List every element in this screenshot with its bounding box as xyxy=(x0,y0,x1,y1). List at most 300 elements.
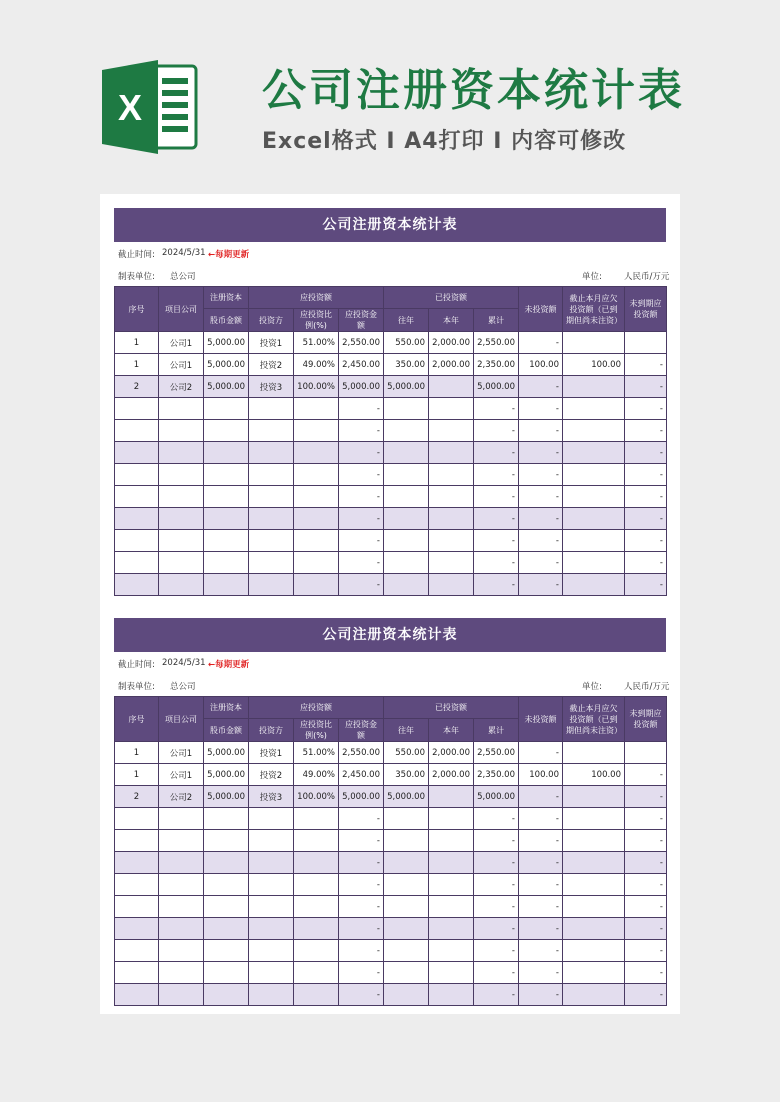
table-cell[interactable]: 5,000.00 xyxy=(339,376,384,398)
table-cell[interactable]: - xyxy=(625,420,667,442)
table-cell[interactable] xyxy=(294,896,339,918)
table-cell[interactable] xyxy=(115,464,159,486)
table-cell[interactable]: - xyxy=(625,398,667,420)
table-cell[interactable]: - xyxy=(474,962,519,984)
table-cell[interactable] xyxy=(249,940,294,962)
table-cell[interactable]: - xyxy=(519,464,563,486)
table-cell[interactable]: 投资3 xyxy=(249,786,294,808)
table-cell[interactable]: - xyxy=(625,530,667,552)
table-cell[interactable]: - xyxy=(339,808,384,830)
table-cell[interactable]: 550.00 xyxy=(384,742,429,764)
table-cell[interactable] xyxy=(204,420,249,442)
table-cell[interactable] xyxy=(159,508,204,530)
table-row xyxy=(115,464,667,486)
table-cell[interactable]: - xyxy=(625,764,667,786)
table-cell[interactable] xyxy=(204,918,249,940)
table-cell[interactable] xyxy=(159,918,204,940)
table-cell[interactable]: - xyxy=(519,962,563,984)
table-cell[interactable] xyxy=(429,984,474,1006)
table-cell[interactable] xyxy=(563,962,625,984)
table-cell[interactable]: 2,350.00 xyxy=(474,764,519,786)
table-cell[interactable]: - xyxy=(625,830,667,852)
table-cell[interactable]: - xyxy=(625,984,667,1006)
table-cell[interactable] xyxy=(115,940,159,962)
table-cell[interactable]: 550.00 xyxy=(384,332,429,354)
table-cell[interactable] xyxy=(563,918,625,940)
table-cell[interactable] xyxy=(429,508,474,530)
table-cell[interactable]: - xyxy=(474,852,519,874)
table-cell[interactable] xyxy=(204,940,249,962)
table-cell[interactable]: 投资2 xyxy=(249,354,294,376)
table-cell[interactable]: 5,000.00 xyxy=(384,786,429,808)
table-cell[interactable] xyxy=(204,808,249,830)
table-cell[interactable]: - xyxy=(474,984,519,1006)
table-cell[interactable] xyxy=(294,398,339,420)
table-cell[interactable]: - xyxy=(339,508,384,530)
table-cell[interactable] xyxy=(563,552,625,574)
table-cell[interactable]: 2,550.00 xyxy=(339,332,384,354)
table-cell[interactable]: - xyxy=(519,940,563,962)
table-cell[interactable]: - xyxy=(339,874,384,896)
table-cell[interactable] xyxy=(384,574,429,596)
table-cell[interactable]: 100.00 xyxy=(519,764,563,786)
table-cell[interactable]: 1 xyxy=(115,332,159,354)
table-cell[interactable]: - xyxy=(339,852,384,874)
table-cell[interactable] xyxy=(384,874,429,896)
table-cell[interactable] xyxy=(429,376,474,398)
table-cell[interactable]: 2,350.00 xyxy=(474,354,519,376)
table-cell[interactable]: - xyxy=(339,530,384,552)
table-cell[interactable]: 公司1 xyxy=(159,742,204,764)
table-cell[interactable] xyxy=(204,464,249,486)
table-cell[interactable]: - xyxy=(474,808,519,830)
table-cell[interactable] xyxy=(384,420,429,442)
table-cell[interactable]: - xyxy=(519,918,563,940)
table-cell[interactable]: - xyxy=(519,552,563,574)
table-cell[interactable]: 1 xyxy=(115,764,159,786)
table-cell[interactable] xyxy=(159,962,204,984)
table-cell[interactable]: 5,000.00 xyxy=(474,376,519,398)
table-cell[interactable] xyxy=(384,552,429,574)
table-cell[interactable]: - xyxy=(474,552,519,574)
table-row xyxy=(115,552,667,574)
header-ratio: 应投资比例(%) xyxy=(294,719,339,742)
meta-row-unit xyxy=(114,264,670,286)
table-cell[interactable] xyxy=(204,874,249,896)
table-cell[interactable] xyxy=(249,918,294,940)
table-cell[interactable]: - xyxy=(625,574,667,596)
table-cell[interactable]: 投资2 xyxy=(249,764,294,786)
table-cell[interactable] xyxy=(294,530,339,552)
table-cell[interactable] xyxy=(384,852,429,874)
table-cell[interactable] xyxy=(384,918,429,940)
table-cell[interactable] xyxy=(115,508,159,530)
table-cell[interactable] xyxy=(249,962,294,984)
table-cell[interactable] xyxy=(204,530,249,552)
table-cell[interactable]: - xyxy=(519,874,563,896)
table-cell[interactable] xyxy=(159,552,204,574)
table-cell[interactable] xyxy=(384,508,429,530)
table-cell[interactable] xyxy=(384,830,429,852)
table-cell[interactable]: - xyxy=(474,420,519,442)
table-cell[interactable]: - xyxy=(625,552,667,574)
table-cell[interactable]: - xyxy=(625,874,667,896)
table-cell[interactable]: - xyxy=(474,530,519,552)
table-cell[interactable]: 5,000.00 xyxy=(204,764,249,786)
table-cell[interactable] xyxy=(115,852,159,874)
table-cell[interactable] xyxy=(159,808,204,830)
table-cell[interactable] xyxy=(429,552,474,574)
table-cell[interactable]: - xyxy=(519,530,563,552)
table-cell[interactable]: 350.00 xyxy=(384,764,429,786)
table-cell[interactable] xyxy=(159,852,204,874)
table-cell[interactable]: - xyxy=(474,508,519,530)
table-cell[interactable]: 2,000.00 xyxy=(429,354,474,376)
table-cell[interactable]: 2 xyxy=(115,786,159,808)
table-cell[interactable]: 49.00% xyxy=(294,764,339,786)
table-cell[interactable] xyxy=(625,742,667,764)
table-cell[interactable]: - xyxy=(339,962,384,984)
table-cell[interactable] xyxy=(115,442,159,464)
table-cell[interactable] xyxy=(429,464,474,486)
table-cell[interactable] xyxy=(294,962,339,984)
table-cell[interactable] xyxy=(384,962,429,984)
table-cell[interactable]: 5,000.00 xyxy=(204,786,249,808)
table-cell[interactable]: - xyxy=(474,442,519,464)
table-cell[interactable]: - xyxy=(339,420,384,442)
table-cell[interactable] xyxy=(249,398,294,420)
table-cell[interactable] xyxy=(294,574,339,596)
table-cell[interactable] xyxy=(159,830,204,852)
table-cell[interactable] xyxy=(563,508,625,530)
table-cell[interactable]: - xyxy=(339,398,384,420)
table-cell[interactable]: 100.00 xyxy=(563,764,625,786)
table-cell[interactable] xyxy=(159,874,204,896)
table-cell[interactable]: - xyxy=(339,940,384,962)
table-cell[interactable] xyxy=(563,984,625,1006)
table-cell[interactable]: - xyxy=(339,918,384,940)
table-cell[interactable] xyxy=(115,420,159,442)
table-cell[interactable]: 2 xyxy=(115,376,159,398)
table-cell[interactable]: 5,000.00 xyxy=(204,354,249,376)
table-title: 公司注册资本统计表 xyxy=(114,208,666,242)
table-cell[interactable]: 1 xyxy=(115,354,159,376)
table-cell[interactable]: - xyxy=(625,376,667,398)
table-cell[interactable] xyxy=(563,442,625,464)
table-cell[interactable]: - xyxy=(625,442,667,464)
table-cell[interactable]: 5,000.00 xyxy=(474,786,519,808)
table-cell[interactable] xyxy=(563,742,625,764)
table-cell[interactable] xyxy=(204,398,249,420)
table-cell[interactable] xyxy=(204,574,249,596)
table-cell[interactable] xyxy=(204,830,249,852)
table-cell[interactable] xyxy=(294,442,339,464)
table-cell[interactable]: 100.00% xyxy=(294,786,339,808)
table-cell[interactable]: - xyxy=(519,574,563,596)
table-cell[interactable]: 2,550.00 xyxy=(474,332,519,354)
table-cell[interactable]: - xyxy=(519,376,563,398)
table-cell[interactable]: 5,000.00 xyxy=(204,332,249,354)
table-cell[interactable] xyxy=(115,530,159,552)
table-cell[interactable] xyxy=(384,984,429,1006)
table-cell[interactable]: - xyxy=(339,984,384,1006)
table-cell[interactable]: - xyxy=(625,808,667,830)
table-cell[interactable] xyxy=(204,442,249,464)
table-cell[interactable] xyxy=(159,486,204,508)
header-invest: 应投资额 xyxy=(249,287,384,309)
header-prev-year: 往年 xyxy=(384,309,429,332)
table-cell[interactable] xyxy=(294,940,339,962)
table-cell[interactable]: 投资1 xyxy=(249,332,294,354)
table-cell[interactable]: - xyxy=(519,896,563,918)
table-cell[interactable] xyxy=(563,808,625,830)
table-cell[interactable] xyxy=(384,940,429,962)
table-cell[interactable] xyxy=(115,896,159,918)
table-cell[interactable]: 2,000.00 xyxy=(429,742,474,764)
table-cell[interactable]: - xyxy=(625,918,667,940)
table-cell[interactable] xyxy=(563,464,625,486)
table-cell[interactable]: 2,550.00 xyxy=(339,742,384,764)
table-cell[interactable]: 5,000.00 xyxy=(204,376,249,398)
table-cell[interactable] xyxy=(249,442,294,464)
table-cell[interactable]: 5,000.00 xyxy=(384,376,429,398)
table-cell[interactable] xyxy=(429,398,474,420)
table-cell[interactable]: - xyxy=(519,786,563,808)
table-cell[interactable]: - xyxy=(474,940,519,962)
meta-row-date xyxy=(114,242,666,264)
table-cell[interactable]: 公司1 xyxy=(159,354,204,376)
table-cell[interactable] xyxy=(625,332,667,354)
table-cell[interactable]: 2,550.00 xyxy=(474,742,519,764)
table-cell[interactable]: - xyxy=(474,574,519,596)
table-cell[interactable]: - xyxy=(339,442,384,464)
table-cell[interactable]: 1 xyxy=(115,742,159,764)
table-cell[interactable]: 100.00 xyxy=(563,354,625,376)
table-row xyxy=(115,742,667,764)
table-cell[interactable] xyxy=(115,918,159,940)
table-cell[interactable]: 2,000.00 xyxy=(429,764,474,786)
table-cell[interactable] xyxy=(429,896,474,918)
table-cell[interactable] xyxy=(294,508,339,530)
table-cell[interactable] xyxy=(384,486,429,508)
table-cell[interactable] xyxy=(204,552,249,574)
table-cell[interactable] xyxy=(294,552,339,574)
table-cell[interactable] xyxy=(429,442,474,464)
table-row xyxy=(115,420,667,442)
table-cell[interactable] xyxy=(384,442,429,464)
table-cell[interactable]: - xyxy=(474,918,519,940)
table-cell[interactable]: - xyxy=(339,464,384,486)
table-cell[interactable] xyxy=(294,464,339,486)
table-cell[interactable] xyxy=(249,830,294,852)
table-cell[interactable] xyxy=(429,808,474,830)
table-cell[interactable]: 51.00% xyxy=(294,332,339,354)
table-cell[interactable] xyxy=(429,786,474,808)
table-cell[interactable] xyxy=(249,420,294,442)
table-cell[interactable] xyxy=(249,464,294,486)
table-cell[interactable] xyxy=(384,530,429,552)
table-cell[interactable]: 公司1 xyxy=(159,764,204,786)
table-cell[interactable] xyxy=(249,530,294,552)
table-cell[interactable] xyxy=(563,486,625,508)
table-cell[interactable] xyxy=(159,984,204,1006)
table-cell[interactable]: 公司2 xyxy=(159,786,204,808)
table-cell[interactable]: 5,000.00 xyxy=(204,742,249,764)
table-cell[interactable] xyxy=(115,830,159,852)
table-cell[interactable] xyxy=(249,808,294,830)
table-cell[interactable] xyxy=(429,918,474,940)
table-cell[interactable] xyxy=(563,830,625,852)
table-cell[interactable] xyxy=(294,874,339,896)
table-cell[interactable] xyxy=(563,786,625,808)
table-cell[interactable] xyxy=(563,940,625,962)
table-row xyxy=(115,940,667,962)
table-cell[interactable] xyxy=(294,830,339,852)
table-cell[interactable]: - xyxy=(474,896,519,918)
table-cell[interactable]: - xyxy=(519,808,563,830)
table-cell[interactable]: - xyxy=(519,420,563,442)
table-cell[interactable] xyxy=(429,530,474,552)
table-cell[interactable]: - xyxy=(474,398,519,420)
table-cell[interactable]: 51.00% xyxy=(294,742,339,764)
table-cell[interactable]: - xyxy=(474,486,519,508)
table-cell[interactable] xyxy=(563,874,625,896)
table-cell[interactable] xyxy=(563,332,625,354)
table-cell[interactable]: 5,000.00 xyxy=(339,786,384,808)
table-cell[interactable] xyxy=(249,874,294,896)
table-cell[interactable] xyxy=(204,984,249,1006)
table-cell[interactable] xyxy=(249,552,294,574)
table-cell[interactable]: 2,450.00 xyxy=(339,764,384,786)
table-cell[interactable]: - xyxy=(474,464,519,486)
table-cell[interactable]: - xyxy=(339,830,384,852)
table-cell[interactable]: - xyxy=(474,874,519,896)
table-cell[interactable] xyxy=(294,808,339,830)
table-cell[interactable] xyxy=(115,552,159,574)
table-cell[interactable] xyxy=(249,984,294,1006)
table-cell[interactable] xyxy=(115,962,159,984)
table-cell[interactable] xyxy=(384,808,429,830)
table-cell[interactable]: 100.00 xyxy=(519,354,563,376)
table-cell[interactable] xyxy=(563,574,625,596)
table-cell[interactable] xyxy=(294,486,339,508)
table-cell[interactable]: 公司1 xyxy=(159,332,204,354)
table-cell[interactable] xyxy=(249,508,294,530)
header-total: 累计 xyxy=(474,719,519,742)
table-cell[interactable] xyxy=(384,464,429,486)
table-cell[interactable] xyxy=(204,852,249,874)
table-cell[interactable] xyxy=(115,574,159,596)
table-cell[interactable]: - xyxy=(625,464,667,486)
table-cell[interactable] xyxy=(115,398,159,420)
table-cell[interactable] xyxy=(563,852,625,874)
table-cell[interactable] xyxy=(115,984,159,1006)
table-cell[interactable] xyxy=(429,830,474,852)
table-cell[interactable] xyxy=(249,896,294,918)
table-cell[interactable] xyxy=(429,420,474,442)
table-cell[interactable] xyxy=(429,486,474,508)
table-cell[interactable] xyxy=(159,574,204,596)
table-cell[interactable] xyxy=(429,874,474,896)
table-cell[interactable]: - xyxy=(519,852,563,874)
table-cell[interactable] xyxy=(159,896,204,918)
table-cell[interactable] xyxy=(294,420,339,442)
table-cell[interactable]: - xyxy=(339,486,384,508)
table-cell[interactable]: - xyxy=(339,552,384,574)
table-cell[interactable]: - xyxy=(625,896,667,918)
table-cell[interactable] xyxy=(429,852,474,874)
table-cell[interactable] xyxy=(204,896,249,918)
table-cell[interactable] xyxy=(204,962,249,984)
table-cell[interactable]: - xyxy=(339,574,384,596)
table-cell[interactable] xyxy=(384,896,429,918)
table-cell[interactable] xyxy=(563,530,625,552)
table-cell[interactable] xyxy=(159,442,204,464)
table-cell[interactable] xyxy=(294,984,339,1006)
table-cell[interactable] xyxy=(115,874,159,896)
table-cell[interactable]: 投资3 xyxy=(249,376,294,398)
table-cell[interactable]: - xyxy=(625,940,667,962)
table-cell[interactable]: 100.00% xyxy=(294,376,339,398)
table-cell[interactable] xyxy=(429,940,474,962)
table-cell[interactable]: 49.00% xyxy=(294,354,339,376)
table-cell[interactable]: - xyxy=(519,332,563,354)
table-cell[interactable]: - xyxy=(625,354,667,376)
table-cell[interactable] xyxy=(429,962,474,984)
table-cell[interactable] xyxy=(159,464,204,486)
table-cell[interactable] xyxy=(115,486,159,508)
table-cell[interactable]: 2,450.00 xyxy=(339,354,384,376)
table-cell[interactable]: - xyxy=(519,830,563,852)
table-cell[interactable]: - xyxy=(625,786,667,808)
table-cell[interactable]: - xyxy=(519,508,563,530)
table-cell[interactable] xyxy=(563,896,625,918)
table-cell[interactable] xyxy=(204,508,249,530)
table-cell[interactable] xyxy=(115,808,159,830)
table-cell[interactable] xyxy=(159,420,204,442)
table-cell[interactable]: - xyxy=(625,852,667,874)
table-cell[interactable] xyxy=(429,574,474,596)
table-cell[interactable] xyxy=(563,398,625,420)
table-cell[interactable]: 350.00 xyxy=(384,354,429,376)
table-cell[interactable] xyxy=(294,918,339,940)
table-cell[interactable]: - xyxy=(625,486,667,508)
table-cell[interactable] xyxy=(384,398,429,420)
table-cell[interactable]: - xyxy=(474,830,519,852)
table-cell[interactable] xyxy=(159,398,204,420)
table-cell[interactable] xyxy=(204,486,249,508)
table-cell[interactable]: - xyxy=(339,896,384,918)
table-cell[interactable] xyxy=(249,852,294,874)
table-cell[interactable]: - xyxy=(519,442,563,464)
table-cell[interactable]: - xyxy=(625,962,667,984)
table-cell[interactable]: - xyxy=(625,508,667,530)
table-cell[interactable]: - xyxy=(519,398,563,420)
table-cell[interactable] xyxy=(159,530,204,552)
table-cell[interactable]: 2,000.00 xyxy=(429,332,474,354)
table-cell[interactable]: - xyxy=(519,486,563,508)
table-cell[interactable]: 公司2 xyxy=(159,376,204,398)
table-cell[interactable] xyxy=(159,940,204,962)
table-cell[interactable] xyxy=(249,486,294,508)
table-cell[interactable] xyxy=(563,420,625,442)
table-cell[interactable] xyxy=(563,376,625,398)
table-cell[interactable] xyxy=(294,852,339,874)
table-cell[interactable]: - xyxy=(519,742,563,764)
table-cell[interactable] xyxy=(249,574,294,596)
table-cell[interactable]: 投资1 xyxy=(249,742,294,764)
table-cell[interactable]: - xyxy=(519,984,563,1006)
